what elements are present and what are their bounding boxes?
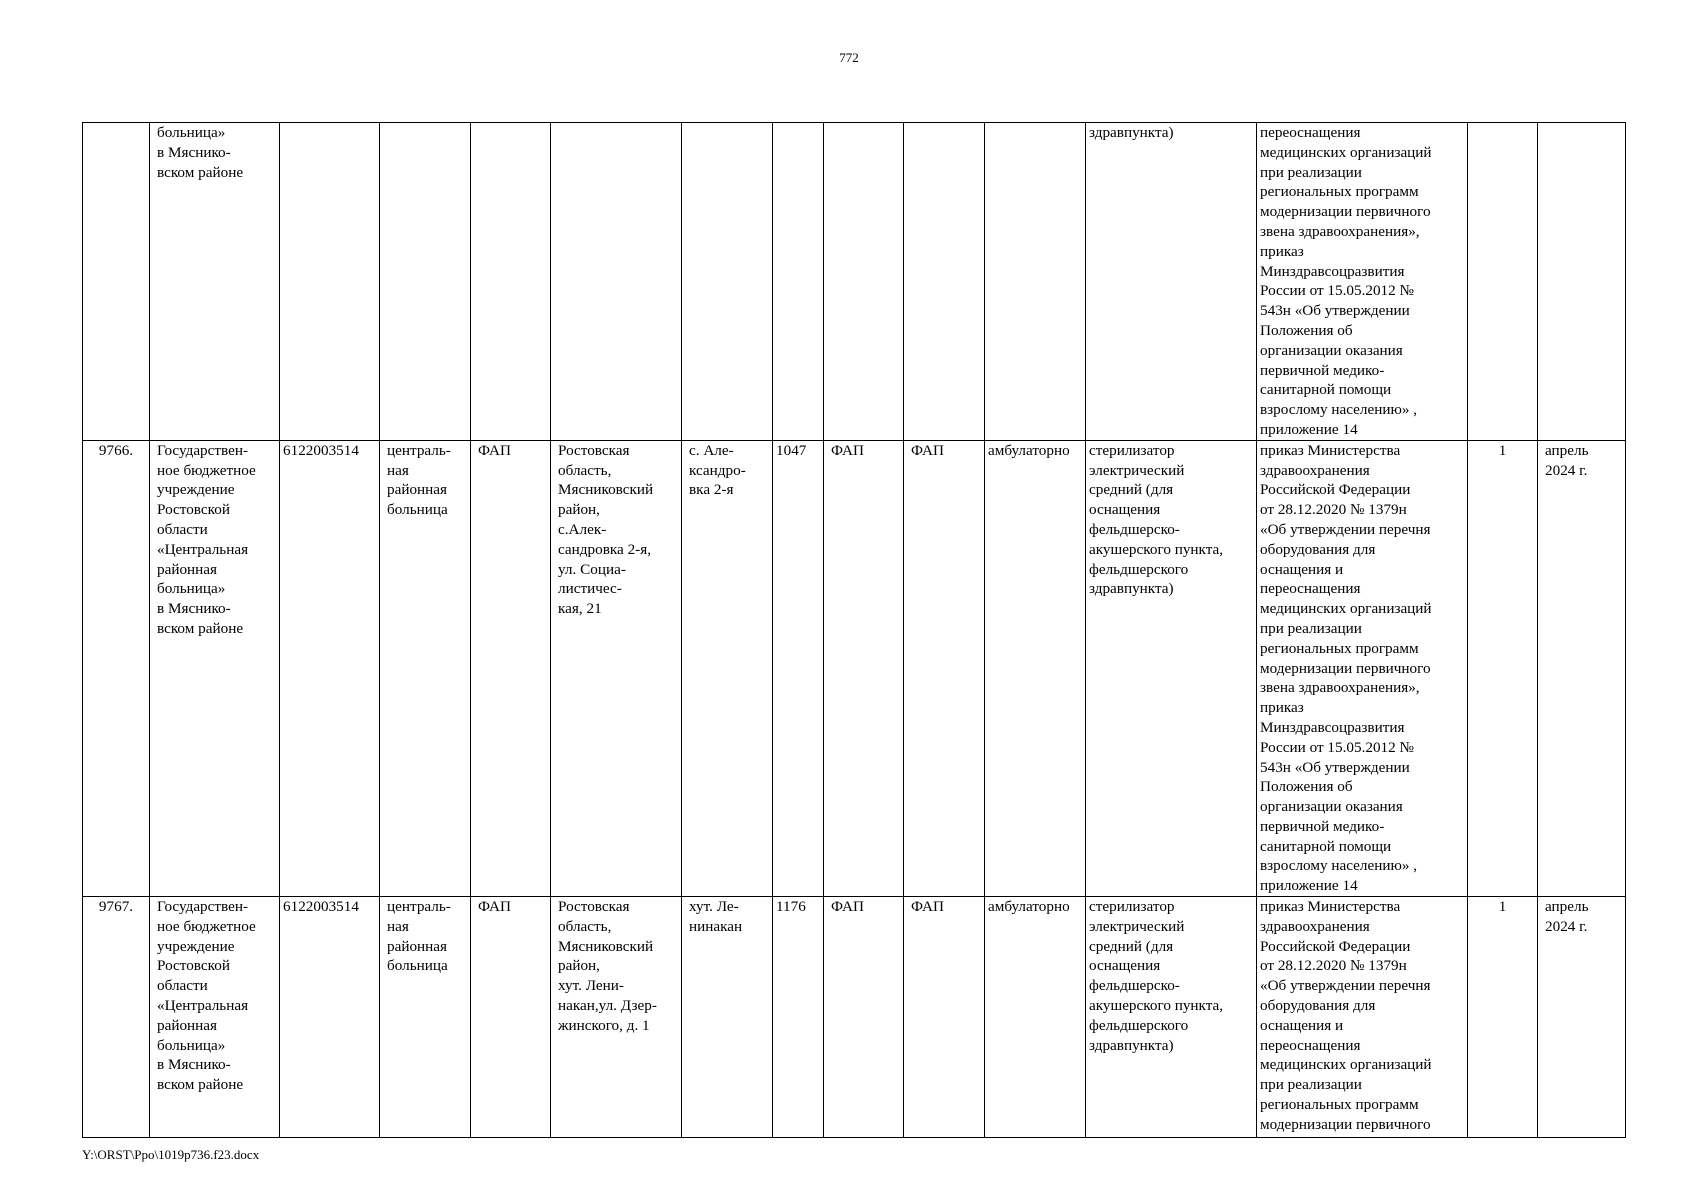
inn-cell: 6122003514: [280, 897, 380, 1138]
page-number: 772: [839, 50, 859, 65]
org-type-cell: [380, 123, 471, 441]
inn-cell: [280, 123, 380, 441]
organization-cell: Государствен- ное бюджетное учреждение Ростовской области «Центральная районная больница» в Мяснико- вском районе: [150, 440, 280, 896]
subdivision-cell: [904, 123, 985, 441]
locality-cell: хут. Ле- нинакан: [682, 897, 773, 1138]
organization-cell: Государствен- ное бюджетное учреждение Ростовской области «Центральная районная больница» в Мяснико- вском районе: [150, 897, 280, 1138]
unit-cell: ФАП: [471, 440, 551, 896]
equipment-cell: здравпункта): [1086, 123, 1257, 441]
care-form-cell: амбулаторно: [985, 897, 1086, 1138]
division-cell: ФАП: [824, 897, 904, 1138]
table-row: [83, 440, 1626, 896]
locality-cell: [682, 123, 773, 441]
care-form-cell: амбулаторно: [985, 440, 1086, 896]
basis-cell: приказ Министерства здравоохранения Российской Федерации от 28.12.2020 № 1379н «Об утверждении перечня оборудования для оснащения и переоснащения медицинских организаций при реализации региональных программ модернизации первичного: [1257, 897, 1468, 1138]
division-cell: ФАП: [824, 440, 904, 896]
subdivision-cell: ФАП: [904, 440, 985, 896]
row-number-cell: [83, 123, 150, 441]
date-cell: апрель 2024 г.: [1538, 440, 1626, 896]
division-cell: [824, 123, 904, 441]
row-number-cell: 9766.: [83, 440, 150, 896]
subdivision-cell: ФАП: [904, 897, 985, 1138]
basis-cell: переоснащения медицинских организаций при реализации региональных программ модернизации первичного звена здравоохранения», приказ Минздравсоцразвития России от 15.05.2012 № 543н «Об утверждении Положения об организации оказания первичной медико- санитарной помощи взрослому населению» , приложение 14: [1257, 123, 1468, 441]
org-type-cell: централь- ная районная больница: [380, 897, 471, 1138]
table-row: [83, 897, 1626, 1138]
org-type-cell: централь- ная районная больница: [380, 440, 471, 896]
address-cell: Ростовская область, Мясниковский район, хут. Лени- накан,ул. Дзер- жинского, д. 1: [551, 897, 682, 1138]
organization-cell: больница» в Мяснико- вском районе: [150, 123, 280, 441]
care-form-cell: [985, 123, 1086, 441]
quantity-cell: 1: [1468, 897, 1538, 1138]
row-number-cell: 9767.: [83, 897, 150, 1138]
address-cell: [551, 123, 682, 441]
date-cell: апрель 2024 г.: [1538, 897, 1626, 1138]
unit-cell: ФАП: [471, 897, 551, 1138]
locality-cell: с. Але- ксандро- вка 2-я: [682, 440, 773, 896]
population-cell: [773, 123, 824, 441]
population-cell: 1176: [773, 897, 824, 1138]
inn-cell: 6122003514: [280, 440, 380, 896]
table-row: [83, 123, 1626, 441]
unit-cell: [471, 123, 551, 441]
file-path-footer: Y:\ORST\Ppo\1019p736.f23.docx: [82, 1147, 260, 1162]
equipment-table: [82, 122, 1626, 1138]
equipment-cell: стерилизатор электрический средний (для оснащения фельдшерско- акушерского пункта, фельдшерского здравпункта): [1086, 440, 1257, 896]
equipment-cell: стерилизатор электрический средний (для оснащения фельдшерско- акушерского пункта, фельдшерского здравпункта): [1086, 897, 1257, 1138]
document-table-container: [82, 122, 1626, 1138]
quantity-cell: 1: [1468, 440, 1538, 896]
address-cell: Ростовская область, Мясниковский район, с.Алек- сандровка 2-я, ул. Социа- листичес- кая, 21: [551, 440, 682, 896]
date-cell: [1538, 123, 1626, 441]
population-cell: 1047: [773, 440, 824, 896]
quantity-cell: [1468, 123, 1538, 441]
basis-cell: приказ Министерства здравоохранения Российской Федерации от 28.12.2020 № 1379н «Об утверждении перечня оборудования для оснащения и переоснащения медицинских организаций при реализации региональных программ модернизации первичного звена здравоохранения», приказ Минздравсоцразвития России от 15.05.2012 № 543н «Об утверждении Положения об организации оказания первичной медико- санитарной помощи взрослому населению» , приложение 14: [1257, 440, 1468, 896]
